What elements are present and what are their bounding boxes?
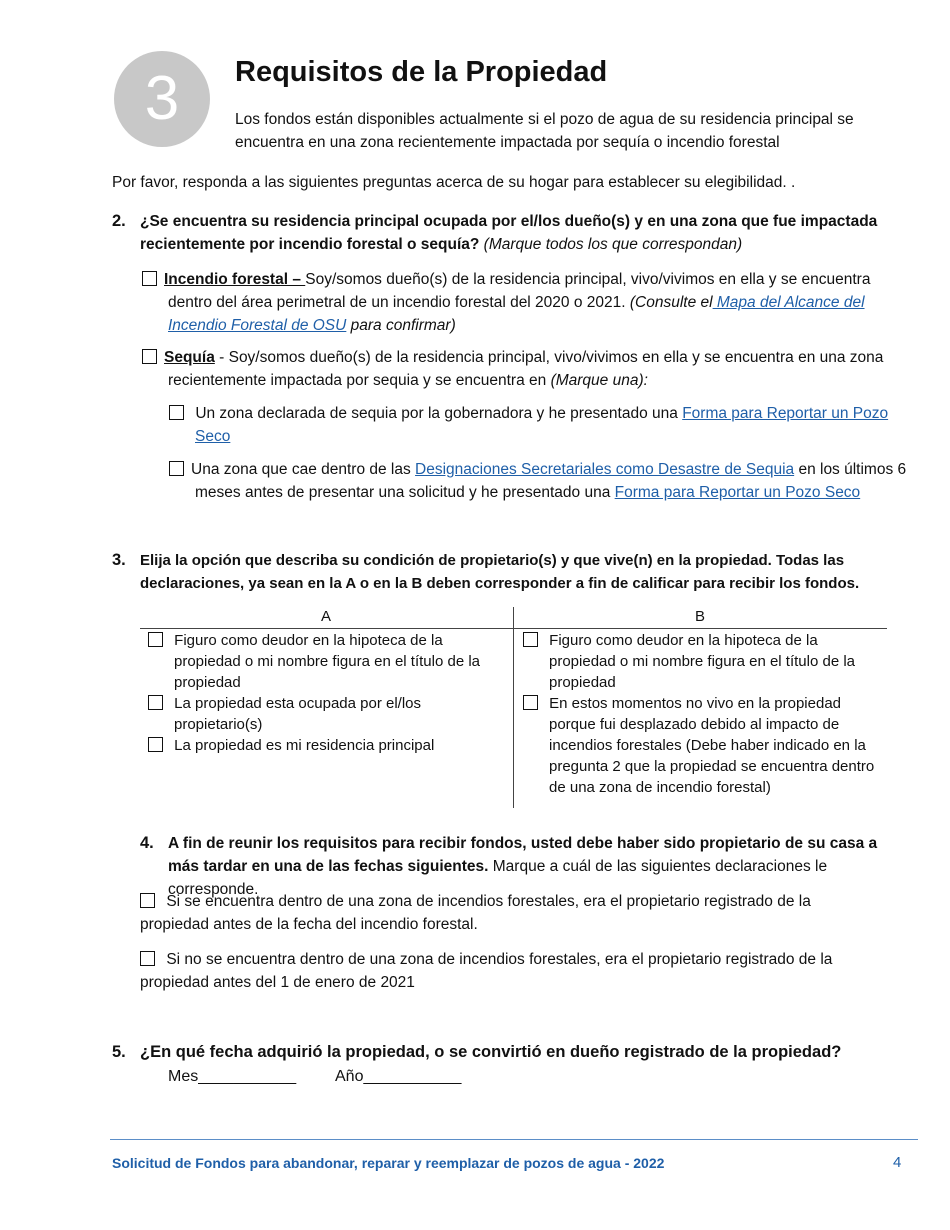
col-b-item-1 [515, 630, 885, 693]
q3-question: Elija la opción que describa su condición de propietario(s) y que vive(n) en la propiedad. Todas las declaraciones, ya sean en la A o en la B deben corresponder a fin de calificar para recibir los fondos. [140, 552, 860, 592]
table-column-divider [513, 607, 514, 808]
q3-number: 3. [112, 551, 126, 569]
drought-mark: (Marque una): [550, 372, 648, 389]
col-a-checkbox-2[interactable] [148, 695, 163, 710]
col-b-item-1-text: Figuro como deudor en la hipoteca de la propiedad o mi nombre figura en el título de la propiedad [549, 632, 856, 691]
col-a-item-1-text: Figuro como deudor en la hipoteca de la propiedad o mi nombre figura en el título de la propiedad [174, 632, 481, 691]
drought-label: Sequía [164, 349, 215, 366]
intro-text: Por favor, responda a las siguientes preguntas acerca de su hogar para establecer su elegibilidad. . [112, 174, 796, 191]
dry-well-form-link-2[interactable]: Forma para Reportar un Pozo Seco [614, 484, 861, 501]
col-b-checkbox-1[interactable] [523, 632, 538, 647]
drought-opt2-text: Una zona que cae dentro de las [191, 461, 416, 478]
q5-question: ¿En qué fecha adquirió la propiedad, o se convirtió en dueño registrado de la propiedad? [140, 1043, 842, 1061]
drought-sub-option-1 [169, 402, 917, 448]
table-col-b [515, 630, 885, 798]
q4-instruction: Marque a cuál de las siguientes declaraciones le corresponde. [168, 858, 828, 898]
drought-opt2-mid: en los últimos 6 meses antes de presentar una solicitud y he presentado una [195, 461, 907, 501]
wildfire-consult: (Consulte el [629, 294, 713, 311]
q4-checkbox-1[interactable] [140, 893, 155, 908]
wildfire-label: Incendio forestal – [164, 271, 306, 288]
q2-question-text: ¿Se encuentra su residencia principal ocupada por el/los dueño(s) y en una zona que fue impactada recientemente por incendio forestal o sequía? [140, 213, 878, 253]
q5-year-field[interactable] [335, 1068, 461, 1086]
dry-well-form-link[interactable]: Forma para Reportar un Pozo Seco [195, 405, 889, 445]
section-subtitle: Los fondos están disponibles actualmente si el pozo de agua de su residencia principal se encuentra en una zona recientemente impactada por sequía o incendio forestal [235, 111, 854, 151]
col-a-item-2-text: La propiedad esta ocupada por el/los propietario(s) [174, 695, 422, 733]
month-blank[interactable]: ___________ [198, 1068, 297, 1085]
q2-number: 2. [112, 212, 126, 230]
drought-secretarial-checkbox[interactable] [169, 461, 184, 476]
year-label: Año [335, 1068, 364, 1085]
col-a-checkbox-1[interactable] [148, 632, 163, 647]
q4-checkbox-2[interactable] [140, 951, 155, 966]
wildfire-text: Soy/somos dueño(s) de la residencia principal, vivo/vivimos en ella y se encuentra dentro del área perimetral de un incendio forestal del 2020 o 2021. [168, 271, 871, 311]
q4-number: 4. [140, 834, 154, 852]
col-b-item-2 [515, 693, 885, 798]
q5-number: 5. [112, 1043, 126, 1061]
table-col-a-header: A [321, 608, 332, 625]
q2-hint: (Marque todos los que correspondan) [483, 236, 743, 253]
secretarial-designations-link[interactable]: Designaciones Secretariales como Desastre de Sequia [415, 461, 795, 478]
table-col-b-header: B [695, 608, 706, 625]
col-a-item-3 [140, 735, 505, 756]
drought-checkbox[interactable] [142, 349, 157, 364]
q4-option-2 [140, 948, 860, 994]
drought-governor-checkbox[interactable] [169, 405, 184, 420]
drought-text: - Soy/somos dueño(s) de la residencia principal, vivo/vivimos en ella y se encuentra en una zona recientemente impactada por sequia y se encuentra en [168, 349, 884, 389]
drought-opt1-text: Un zona declarada de sequia por la gobernadora y he presentado una [195, 405, 683, 422]
wildfire-confirm: para confirmar) [346, 317, 456, 334]
section-number-badge: 3 [114, 51, 210, 147]
q4-option-2-text: Si no se encuentra dentro de una zona de incendios forestales, era el propietario registrado de la propiedad antes del 1 de enero de 2021 [140, 951, 833, 991]
q2-question [140, 210, 900, 256]
q4-option-1 [140, 890, 860, 936]
q4-option-1-text: Si se encuentra dentro de una zona de incendios forestales, era el propietario registrado de la propiedad antes de la fecha del incendio forestal. [140, 893, 811, 933]
q2-drought-option [142, 346, 916, 392]
q5-month-field[interactable] [168, 1068, 296, 1086]
month-label: Mes [168, 1068, 199, 1085]
col-b-item-2-text: En estos momentos no vivo en la propiedad porque fui desplazado debido al impacto de incendios forestales (Debe haber indicado en la pregunta 2 que la propiedad se encuentra dentro de una zona de incendio forestal) [549, 695, 875, 796]
footer-divider [110, 1139, 918, 1140]
q2-wildfire-option [142, 268, 916, 337]
year-blank[interactable]: ___________ [363, 1068, 462, 1085]
col-a-checkbox-3[interactable] [148, 737, 163, 752]
drought-sub-option-2 [169, 458, 917, 504]
col-b-checkbox-2[interactable] [523, 695, 538, 710]
footer-title: Solicitud de Fondos para abandonar, reparar y reemplazar de pozos de agua - 2022 [112, 1155, 665, 1171]
col-a-item-1 [140, 630, 505, 693]
col-a-item-2 [140, 693, 505, 735]
wildfire-checkbox[interactable] [142, 271, 157, 286]
osu-fire-map-link[interactable]: Mapa del Alcance del Incendio Forestal de OSU [168, 294, 865, 334]
section-title: Requisitos de la Propiedad [235, 56, 608, 88]
page-number: 4 [893, 1154, 902, 1171]
q4-question-text: A fin de reunir los requisitos para recibir fondos, usted debe haber sido propietario de su casa a más tardar en una de las fechas siguientes. [168, 835, 878, 875]
col-a-item-3-text: La propiedad es mi residencia principal [174, 737, 435, 754]
table-col-a [140, 630, 505, 756]
